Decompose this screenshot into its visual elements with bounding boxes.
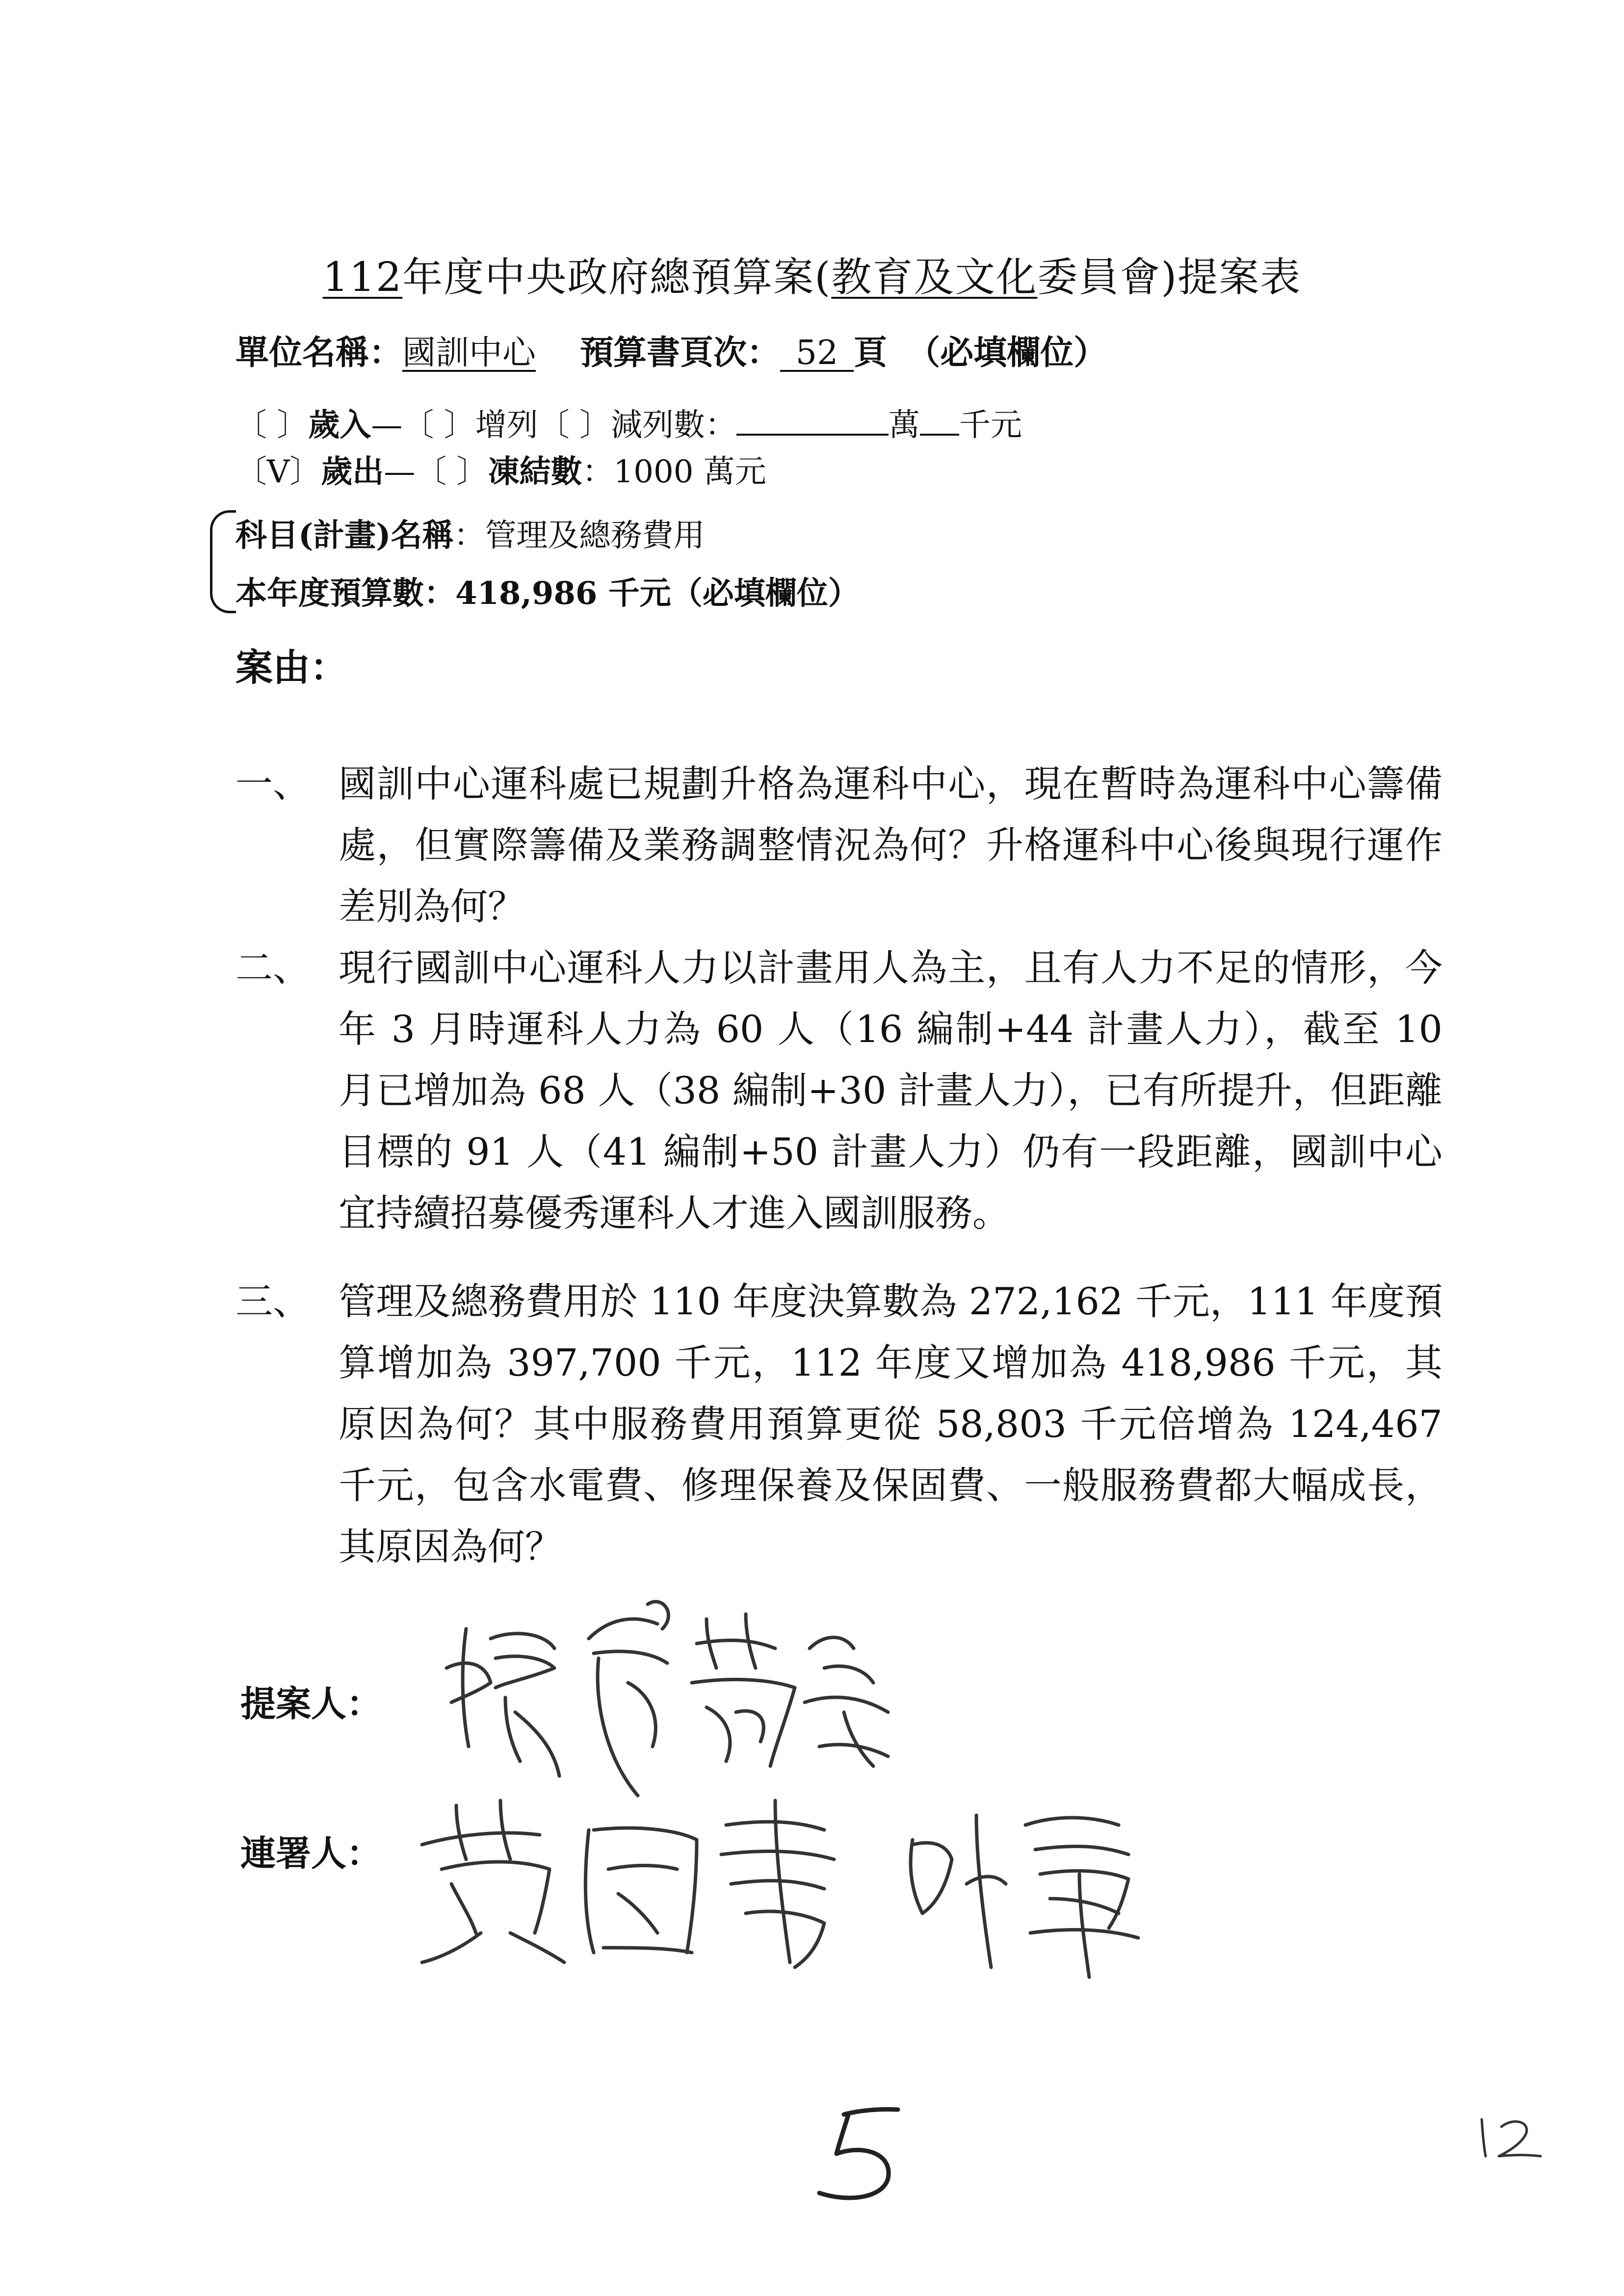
unit-qian: 千元 bbox=[959, 407, 1022, 444]
reason-item-number: 三、 bbox=[236, 1279, 310, 1323]
proposer-signature bbox=[432, 1585, 903, 1810]
freeze-value: ：1000 萬元 bbox=[582, 454, 766, 490]
revenue-dash: — bbox=[371, 407, 403, 444]
unit-wan: 萬 bbox=[889, 407, 920, 444]
reason-item-text: 現行國訓中心運科人力以計畫用人為主，且有人力不足的情形，今年 3 月時運科人力為 60 人（16 編制+44 計畫人力），截至 10 月已增加為 68 人（38 編制+30 計畫人力），已有所提升，但距離目標的 91 人（41 編制+50 計畫人力）仍有一段距離，國訓中心宜持續招募優秀運科人才進入國訓服務。 bbox=[339, 946, 1442, 1235]
budget-required-note: （必填欄位） bbox=[671, 575, 860, 612]
expenditure-checkbox: 〔V〕 bbox=[236, 454, 321, 490]
subject-label: 科目(計畫)名稱 bbox=[236, 517, 454, 554]
revenue-line bbox=[236, 400, 1022, 445]
budget-line bbox=[236, 568, 860, 613]
subject-value: ：管理及總務費用 bbox=[453, 518, 705, 554]
page-label: 預算書頁次： bbox=[580, 333, 781, 372]
expenditure-label: 歲出 bbox=[321, 453, 384, 490]
increase-checkbox: 〔 〕 bbox=[402, 407, 475, 444]
unit-name: 國訓中心 bbox=[402, 334, 536, 372]
decrease-label: 減列數： bbox=[611, 407, 737, 444]
reason-item bbox=[236, 937, 1442, 1244]
reason-item-number: 二、 bbox=[236, 946, 310, 990]
reason-item bbox=[236, 753, 1442, 937]
page-suffix: 頁 bbox=[854, 333, 888, 372]
subject-line bbox=[236, 510, 705, 555]
reason-item-number: 一、 bbox=[236, 762, 310, 806]
decrease-wan-blank bbox=[736, 406, 889, 436]
budget-label: 本年度預算數：418,986 千元 bbox=[236, 575, 671, 612]
form-title bbox=[0, 245, 1624, 303]
reason-heading: 案由： bbox=[236, 646, 347, 689]
increase-label: 增列 bbox=[475, 407, 538, 444]
decrease-qian-blank bbox=[920, 406, 959, 436]
reason-item bbox=[236, 1271, 1442, 1577]
handwritten-page-number bbox=[805, 2100, 922, 2208]
page-value: 52 bbox=[780, 337, 854, 372]
title-year: 112 bbox=[322, 254, 403, 301]
expenditure-dash: — bbox=[384, 454, 416, 490]
cosigner-signatures bbox=[402, 1786, 1187, 1982]
unit-label: 單位名稱： bbox=[236, 333, 403, 372]
revenue-checkbox: 〔 〕 bbox=[236, 407, 309, 444]
reason-item-text: 管理及總務費用於 110 年度決算數為 272,162 千元，111 年度預算增加為 397,700 千元，112 年度又增加為 418,986 千元，其原因為何？其中服務費用預算更從 58,803 千元倍增為 124,467 千元，包含水電費、修理保養及保固費、一般服務費都大幅成長，其原因為何？ bbox=[339, 1279, 1442, 1568]
title-middle: 年度中央政府總預算案( bbox=[402, 254, 832, 301]
proposer-label: 提案人： bbox=[240, 1683, 382, 1724]
unit-required-note: （必填欄位） bbox=[907, 333, 1107, 372]
decrease-checkbox: 〔 〕 bbox=[538, 407, 611, 444]
title-committee: 教育及文化 bbox=[831, 254, 1038, 301]
revenue-label: 歲入 bbox=[308, 407, 371, 444]
subject-brace bbox=[210, 510, 236, 613]
title-end: 委員會)提案表 bbox=[1037, 254, 1302, 301]
expenditure-line bbox=[236, 446, 766, 492]
freeze-checkbox: 〔 〕 bbox=[415, 454, 488, 490]
unit-line bbox=[236, 326, 1107, 374]
freeze-label: 凍結數 bbox=[488, 453, 582, 490]
reason-item-text: 國訓中心運科處已規劃升格為運科中心，現在暫時為運科中心籌備處，但實際籌備及業務調整情況為何？升格運科中心後與現行運作差別為何？ bbox=[339, 762, 1442, 928]
cosigner-label: 連署人： bbox=[240, 1832, 382, 1874]
handwritten-corner-number bbox=[1472, 2110, 1550, 2164]
